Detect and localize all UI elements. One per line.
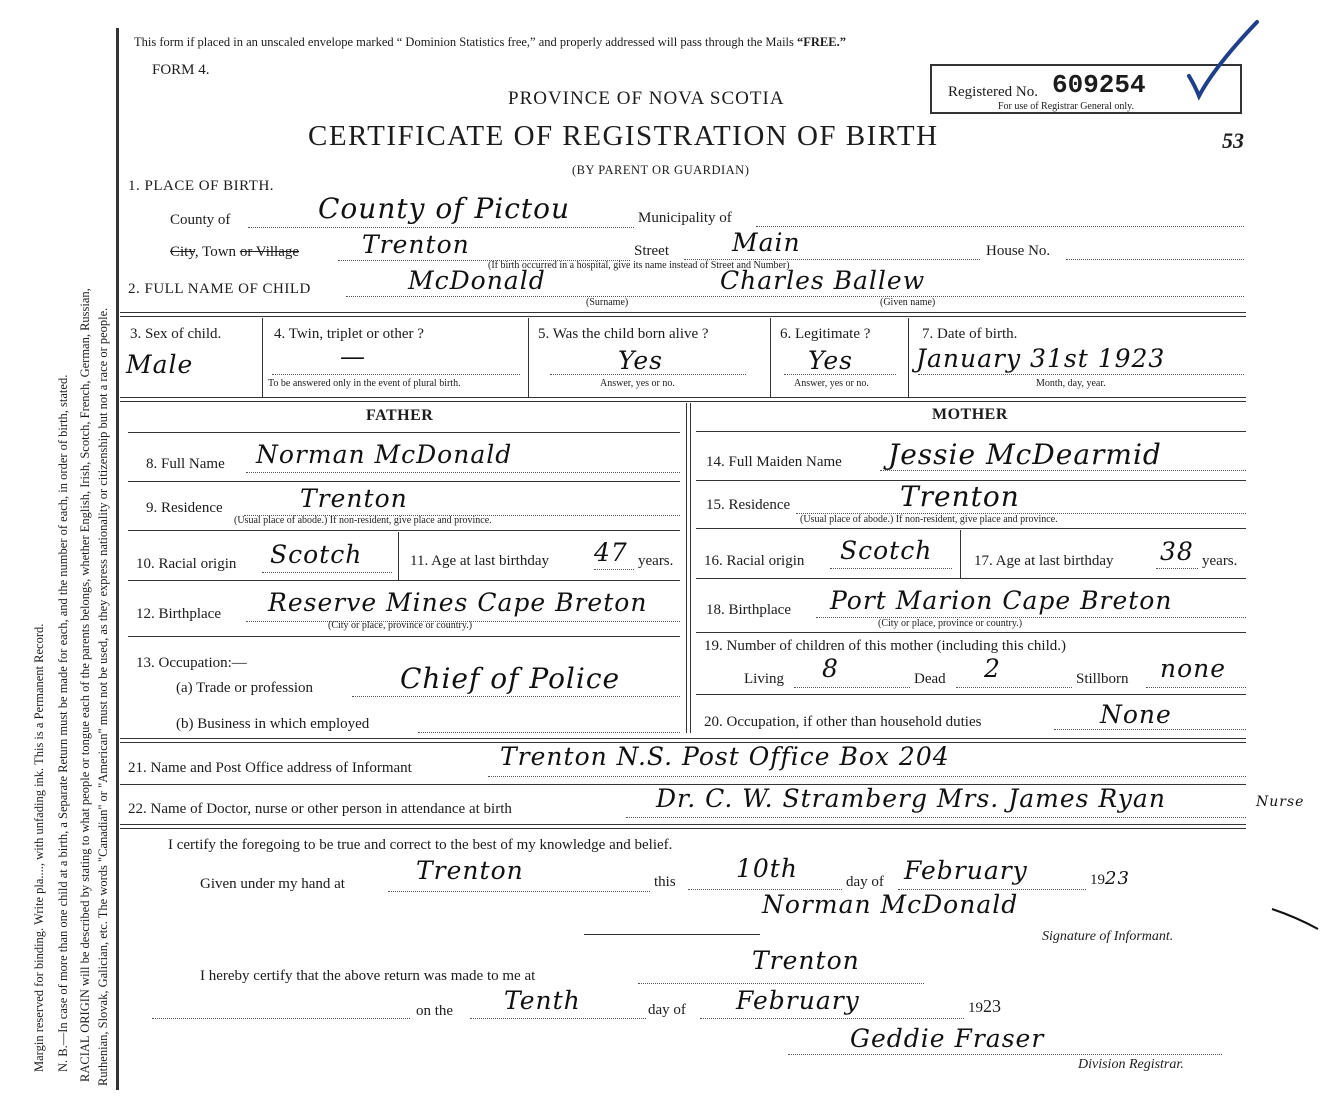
father-residence-note: (Usual place of abode.) If non-resident, give place and province. <box>234 515 492 526</box>
twin-note: To be answered only in the event of plural birth. <box>268 378 461 389</box>
mother-name-label: 14. Full Maiden Name <box>706 454 842 470</box>
given-month-value: February <box>904 856 1028 885</box>
alive-note: Answer, yes or no. <box>600 378 675 389</box>
given-year-prefix: 19 <box>1090 872 1105 888</box>
father-trade-label: (a) Trade or profession <box>176 680 314 696</box>
city-value: Trenton <box>362 230 470 259</box>
given-year <box>1090 868 1130 889</box>
father-residence-value: Trenton <box>300 484 408 513</box>
corner-mark: 53 <box>1222 128 1244 153</box>
mother-name-value: Jessie McDearmid <box>888 438 1162 471</box>
child-name-label: 2. FULL NAME OF CHILD <box>128 281 311 297</box>
page-subtitle: (BY PARENT OR GUARDIAN) <box>572 163 750 177</box>
mother-heading: MOTHER <box>932 406 1008 423</box>
father-birthplace-value: Reserve Mines Cape Breton <box>268 588 648 617</box>
hospital-note: (If birth occurred in a hospital, give its name instead of Street and Number) <box>488 260 790 271</box>
dob-value: January 31st 1923 <box>916 344 1166 373</box>
registrar-year <box>968 996 1001 1017</box>
father-name-label: 8. Full Name <box>146 456 225 472</box>
doctor-extra: Nurse <box>1256 794 1305 810</box>
father-race-label: 10. Racial origin <box>136 556 237 572</box>
registrar-year-value: 23 <box>983 996 1001 1016</box>
mail-note-text: This form if placed in an unscaled envelope marked “ Dominion Statistics free,” and properly addressed will pass through the Mails <box>134 35 798 49</box>
legitimate-value: Yes <box>808 346 853 375</box>
informant-signature-caption: Signature of Informant. <box>1042 929 1174 944</box>
living-value: 8 <box>822 654 839 683</box>
mother-occupation-value: None <box>1100 700 1172 729</box>
sex-value: Male <box>126 350 194 379</box>
sex-label: 3. Sex of child. <box>130 326 222 342</box>
father-business-label: (b) Business in which employed <box>176 716 370 732</box>
mother-age-label: 17. Age at last birthday <box>974 553 1114 569</box>
page-title: CERTIFICATE OF REGISTRATION OF BIRTH <box>308 120 939 152</box>
province-heading: PROVINCE OF NOVA SCOTIA <box>508 88 785 109</box>
mother-birthplace-value: Port Marion Cape Breton <box>830 586 1173 615</box>
city-label-or: or <box>239 244 253 260</box>
county-value: County of Pictou <box>318 192 571 225</box>
informant-value: Trenton N.S. Post Office Box 204 <box>500 742 950 771</box>
given-name-caption: (Given name) <box>880 297 936 308</box>
mother-occupation-label: 20. Occupation, if other than household duties <box>704 714 982 730</box>
legitimate-note: Answer, yes or no. <box>794 378 869 389</box>
stillborn-value: none <box>1160 654 1227 683</box>
doctor-value: Dr. C. W. Stramberg Mrs. James Ryan <box>656 784 1166 813</box>
legitimate-label: 6. Legitimate ? <box>780 326 871 342</box>
stillborn-label: Stillborn <box>1076 671 1129 687</box>
registrar-certify-label: I hereby certify that the above return was made to me at <box>200 968 536 984</box>
checkmark-icon <box>1185 16 1265 104</box>
given-year-value: 23 <box>1105 868 1130 889</box>
left-margin-rule <box>116 28 119 1090</box>
given-dayof-label: day of <box>846 874 884 890</box>
father-birthplace-label: 12. Birthplace <box>136 606 221 622</box>
twin-label: 4. Twin, triplet or other ? <box>274 326 424 342</box>
registrar-caption: Division Registrar. <box>1078 1057 1184 1072</box>
mother-residence-value: Trenton <box>900 480 1020 513</box>
father-age-value: 47 <box>594 538 628 567</box>
living-label: Living <box>744 671 784 687</box>
street-value: Main <box>732 228 801 257</box>
father-residence-label: 9. Residence <box>146 500 223 516</box>
place-of-birth-heading: 1. PLACE OF BIRTH. <box>128 178 275 194</box>
mother-birthplace-label: 18. Birthplace <box>706 602 791 618</box>
mother-age-unit: years. <box>1202 553 1238 569</box>
registered-number: 609254 <box>1052 70 1146 100</box>
alive-label: 5. Was the child born alive ? <box>538 326 709 342</box>
given-place-value: Trenton <box>416 856 524 885</box>
given-day-value: 10th <box>736 854 798 883</box>
dob-label: 7. Date of birth. <box>922 326 1018 342</box>
dead-value: 2 <box>984 654 1001 683</box>
registrar-year-prefix: 19 <box>968 1000 983 1016</box>
dead-label: Dead <box>914 671 946 687</box>
registrar-note: For use of Registrar General only. <box>998 101 1134 112</box>
mail-note <box>134 35 846 50</box>
stray-mark-icon <box>1270 905 1320 933</box>
mother-birthplace-note: (City or place, province or country.) <box>878 618 1023 629</box>
alive-value: Yes <box>618 346 663 375</box>
city-label-city: City <box>170 244 195 260</box>
father-heading: FATHER <box>366 407 434 424</box>
father-birthplace-note: (City or place, province or country.) <box>328 620 473 631</box>
registrar-month-value: February <box>736 986 860 1015</box>
surname-caption: (Surname) <box>586 297 629 308</box>
county-label: County of <box>170 212 231 228</box>
informant-label: 21. Name and Post Office address of Informant <box>128 760 412 776</box>
father-race-value: Scotch <box>270 540 363 569</box>
side-note-racial-origin-2: Ruthenian, Slovak, Galician, etc. The words "Canadian" or "American" must not be used, as they express nationality or citizenship but not a race or people. <box>96 307 110 1086</box>
on-the-label: on the <box>416 1003 454 1019</box>
city-label-village: Village <box>252 244 300 260</box>
father-occupation-label: 13. Occupation:— <box>136 655 247 671</box>
twin-value: — <box>340 342 366 371</box>
municipality-label: Municipality of <box>638 210 732 226</box>
mother-age-value: 38 <box>1160 537 1194 566</box>
father-name-value: Norman McDonald <box>256 440 513 469</box>
child-surname-value: McDonald <box>408 266 546 295</box>
street-label: Street <box>634 243 669 259</box>
informant-signature: Norman McDonald <box>762 890 1019 919</box>
mother-children-label: 19. Number of children of this mother (including this child.) <box>704 638 1067 654</box>
form-number: FORM 4. <box>152 62 210 78</box>
mother-race-label: 16. Racial origin <box>704 553 805 569</box>
this-label: this <box>654 874 676 890</box>
father-trade-value: Chief of Police <box>400 662 621 695</box>
side-note-multiple-births: N. B.—In case of more than one child at a birth, a Separate Return must be made for each, and the number of each, in order of birth, stated. <box>56 374 70 1072</box>
registered-label: Registered No. <box>948 84 1038 100</box>
registrar-place-value: Trenton <box>752 946 860 975</box>
mail-note-free: “FREE.” <box>797 35 846 49</box>
mother-residence-label: 15. Residence <box>706 497 791 513</box>
city-label-town: , Town <box>194 244 240 260</box>
mother-residence-note: (Usual place of abode.) If non-resident, give place and province. <box>800 514 1058 525</box>
father-age-label: 11. Age at last birthday <box>410 553 549 569</box>
registrar-dayof-label: day of <box>648 1002 686 1018</box>
mother-race-value: Scotch <box>840 536 933 565</box>
registrar-signature: Geddie Fraser <box>850 1024 1045 1053</box>
given-label: Given under my hand at <box>200 876 345 892</box>
registrar-day-value: Tenth <box>504 986 581 1015</box>
side-note-margin: Margin reserved for binding. Write pla...., with unfading ink. This is a Permanent Record. <box>32 623 46 1072</box>
father-age-unit: years. <box>638 553 674 569</box>
dob-note: Month, day, year. <box>1036 378 1106 389</box>
child-given-name-value: Charles Ballew <box>720 266 926 295</box>
certify-line: I certify the foregoing to be true and correct to the best of my knowledge and belief. <box>168 837 673 853</box>
house-number-label: House No. <box>986 243 1051 259</box>
city-label <box>170 244 299 261</box>
side-note-racial-origin-1: RACIAL ORIGIN will be described by stating to what people or tongue each of the parents belongs, whether English, Irish, Scotch, French, German, Russian, <box>78 288 92 1082</box>
doctor-label: 22. Name of Doctor, nurse or other person in attendance at birth <box>128 801 512 817</box>
